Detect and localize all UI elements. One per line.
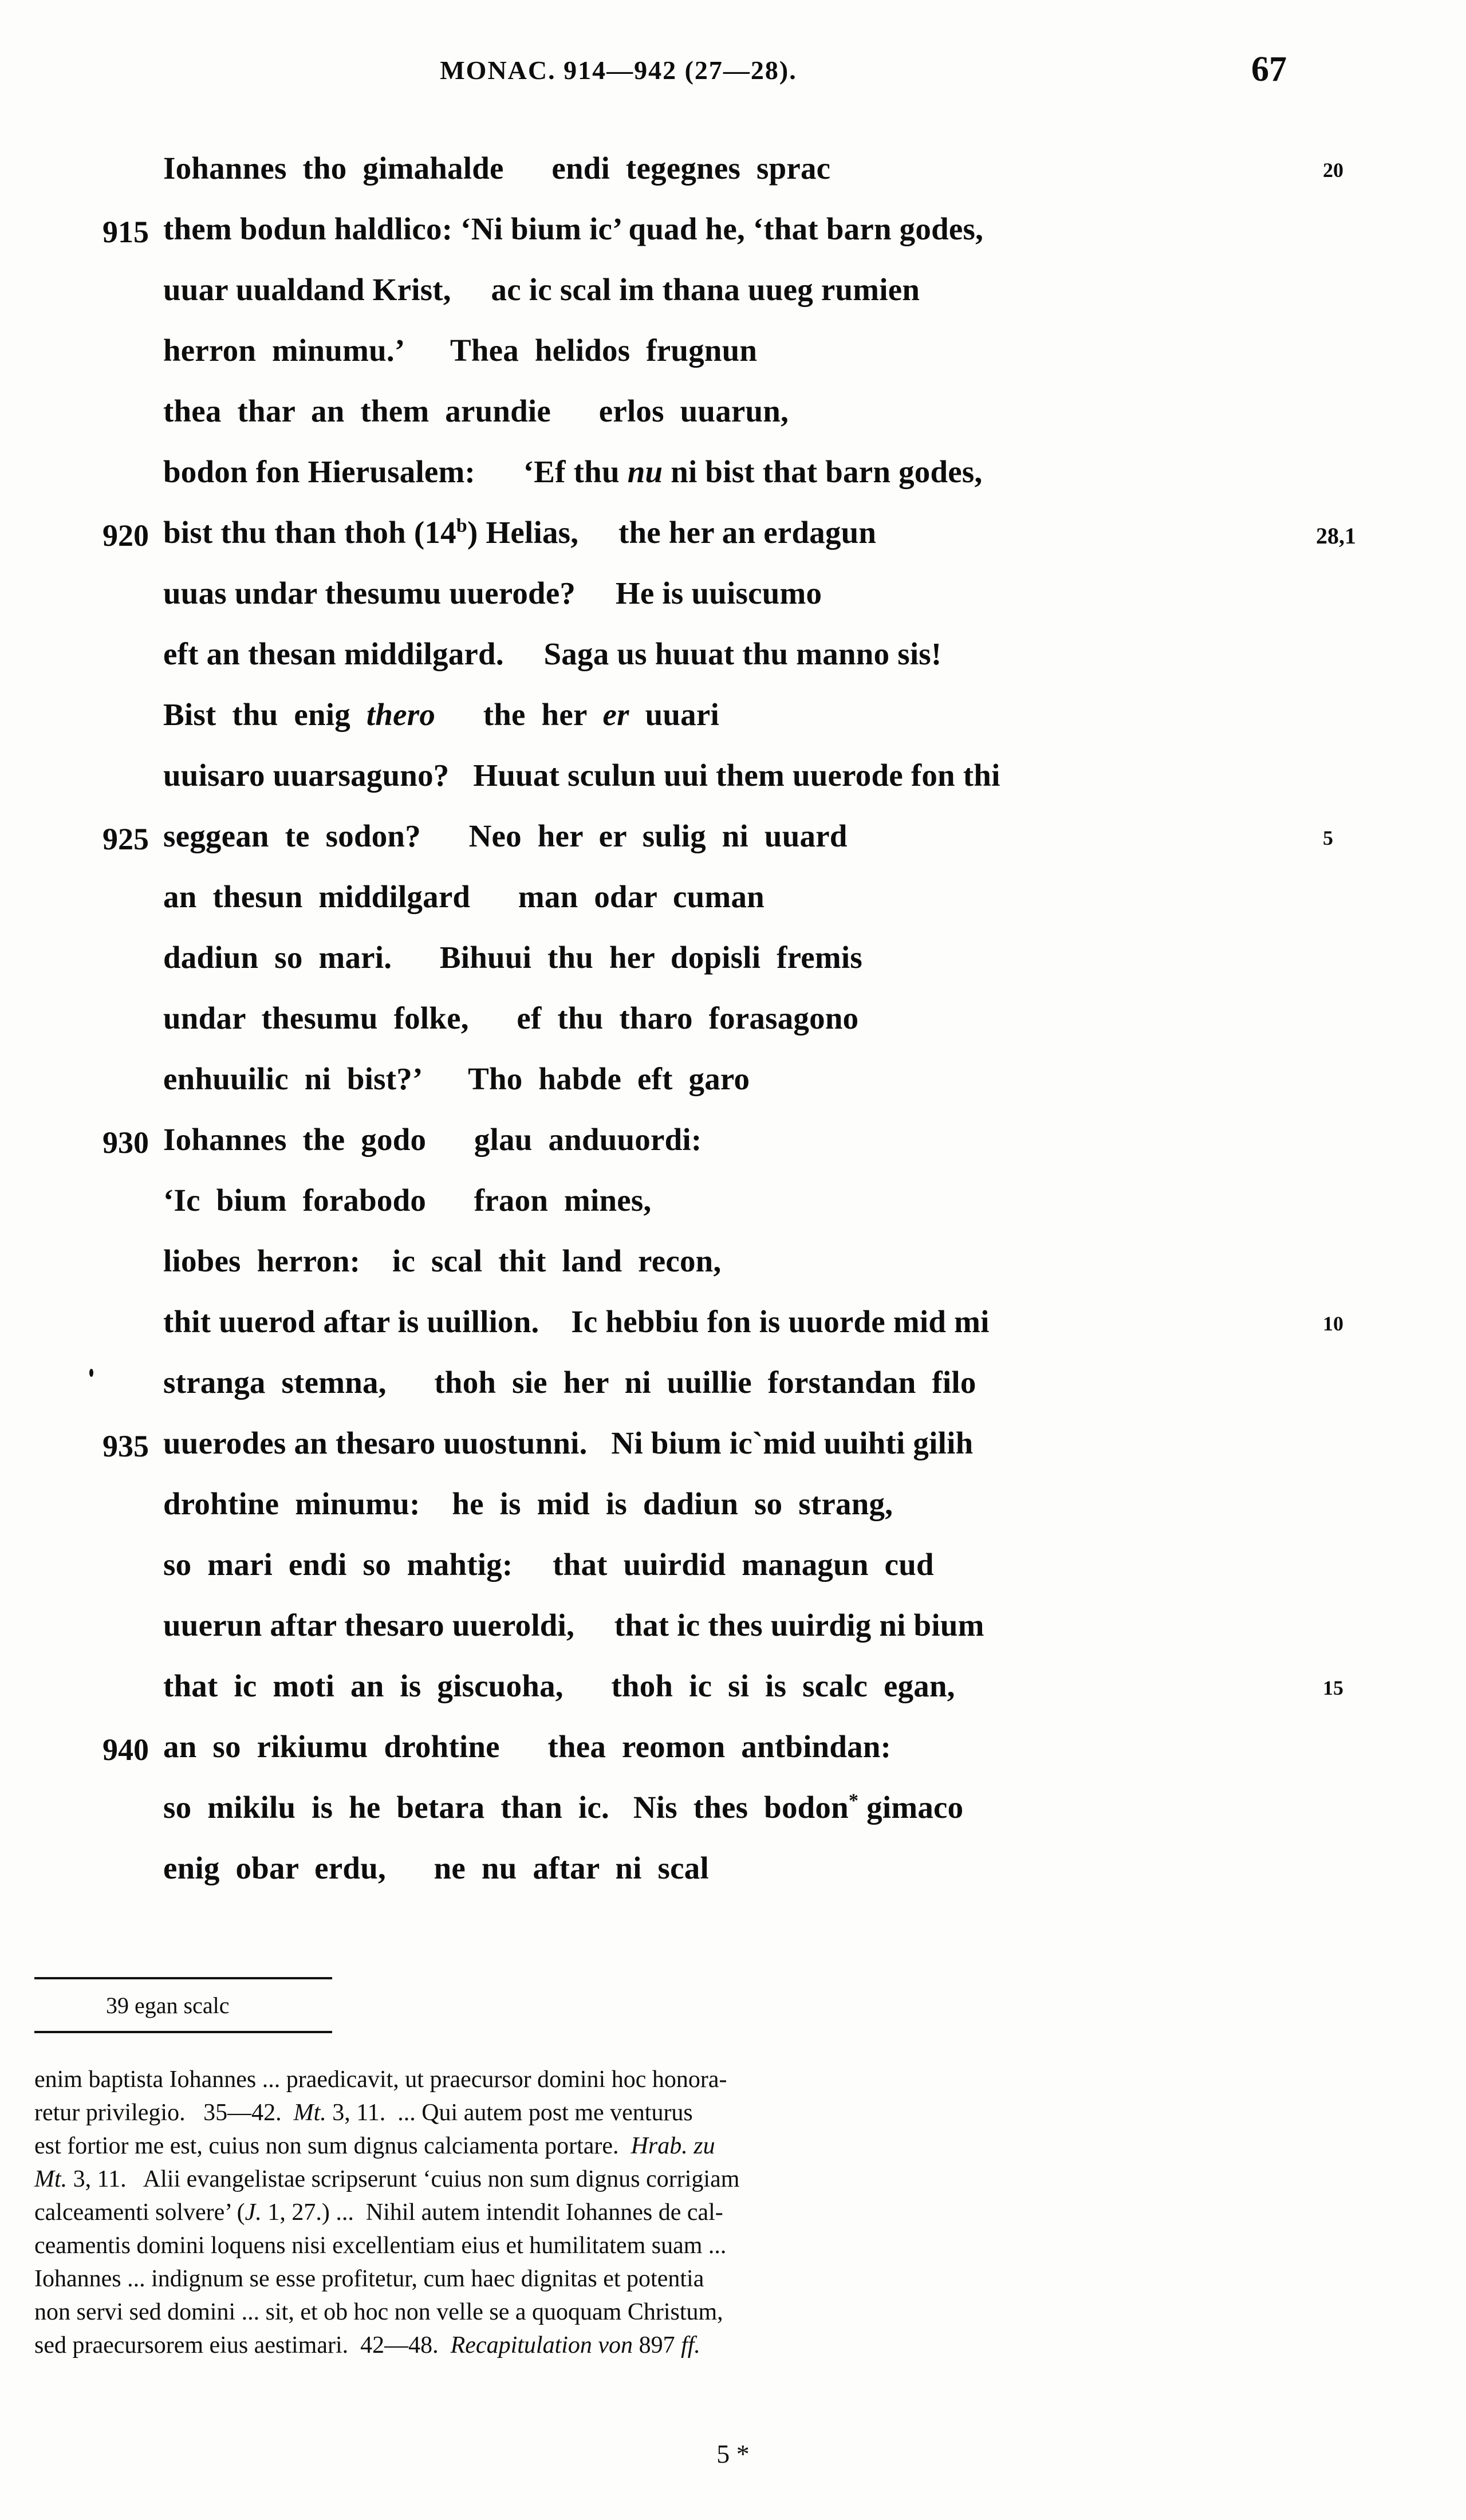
verse-text: them bodun haldlico: ‘Ni bium ic’ quad he, ‘that barn godes, [163, 211, 984, 246]
verse-text: so mikilu is he betara than ic. Nis thes bodon* gimaco [163, 1790, 964, 1825]
verse-number: 935 [103, 1429, 149, 1463]
verse-text: an thesun middilgard man odar cuman [163, 879, 764, 914]
margin-marker: 28,1 [1316, 523, 1356, 549]
verse-text: seggean te sodon? Neo her er sulig ni uuard [163, 818, 848, 853]
margin-marker: 20 [1323, 159, 1343, 182]
verse-line [0, 266, 1466, 326]
verse-text: Iohannes tho gimahalde endi tegegnes sprac [163, 151, 831, 186]
commentary-line: non servi sed domini ... sit, et ob hoc non velle se a quoquam Christum, [34, 2299, 723, 2325]
verse-line [0, 569, 1466, 630]
margin-marker: 15 [1323, 1676, 1343, 1699]
verse-text: dadiun so mari. Bihuui thu her dopisli fremis [163, 940, 862, 975]
verse-text: uuisaro uuarsaguno? Huuat sculun uui them uuerode fon thi [163, 758, 1000, 793]
verse-number: 915 [103, 215, 149, 249]
verse-line [0, 812, 1466, 873]
verse-line [0, 1359, 1466, 1419]
verse-text: thit uuerod aftar is uuillion. Ic hebbiu fon is uuorde mid mi [163, 1304, 990, 1339]
verse-number: 930 [103, 1125, 149, 1160]
apparatus-rule-top [34, 1977, 332, 1979]
verse-line [0, 934, 1466, 994]
verse-line [0, 1844, 1466, 1905]
verse-line [0, 326, 1466, 387]
running-head [0, 50, 1466, 101]
verse-number: 925 [103, 822, 149, 856]
verse-text: undar thesumu folke, ef thu tharo forasagono [163, 1001, 859, 1035]
commentary-line: enim baptista Iohannes ... praedicavit, ut praecursor domini hoc honora- [34, 2066, 727, 2093]
apparatus-note: 39 egan scalc [106, 1993, 230, 2018]
verse-line [0, 873, 1466, 934]
commentary-line: calceamenti solvere’ (J. 1, 27.) ... Nihil autem intendit Iohannes de cal- [34, 2199, 723, 2226]
verse-line [0, 1662, 1466, 1723]
verse-line [0, 387, 1466, 448]
commentary-line: est fortior me est, cuius non sum dignus calciamenta portare. Hrab. zu [34, 2133, 715, 2159]
page-number: 67 [1251, 50, 1287, 89]
verse-text: enhuuilic ni bist?’ Tho habde eft garo [163, 1061, 750, 1096]
commentary-line: sed praecursorem eius aestimari. 42—48. Recapitulation von 897 ff. [34, 2332, 700, 2358]
commentary-line: retur privilegio. 35—42. Mt. 3, 11. ... Qui autem post me venturus [34, 2100, 693, 2126]
verse-number: 920 [103, 518, 149, 553]
verse-text: uuerodes an thesaro uuostunni. Ni bium ic`mid uuihti gilih [163, 1426, 974, 1460]
verse-line [0, 1419, 1466, 1480]
verse-line [0, 1298, 1466, 1359]
verse-line [0, 1237, 1466, 1298]
verse-line [0, 691, 1466, 751]
commentary-line: ceamentis domini loquens nisi excellentiam eius et humilitatem suam ... [34, 2232, 727, 2259]
verse-text: an so rikiumu drohtine thea reomon antbindan: [163, 1729, 892, 1764]
verse-text: so mari endi so mahtig: that uuirdid managun cud [163, 1547, 934, 1582]
verse-text: bodon fon Hierusalem: ‘Ef thu nu ni bist that barn godes, [163, 454, 983, 489]
margin-marker: 5 [1323, 826, 1333, 849]
verse-line [0, 1723, 1466, 1783]
verse-line [0, 1541, 1466, 1601]
sheet-signature: 5 * [716, 2439, 750, 2468]
verse-line [0, 205, 1466, 266]
verse-text: drohtine minumu: he is mid is dadiun so strang, [163, 1486, 893, 1521]
latin-commentary [34, 2063, 1357, 2362]
commentary-line: Iohannes ... indignum se esse profitetur, cum haec dignitas et potentia [34, 2266, 704, 2292]
verse-line [0, 1783, 1466, 1844]
verse-line [0, 1116, 1466, 1176]
verse-line [0, 1055, 1466, 1116]
verse-text: that ic moti an is giscuoha, thoh ic si is scalc egan, [163, 1668, 955, 1703]
verse-text: uuas undar thesumu uuerode? He is uuiscumo [163, 576, 822, 611]
running-head-title: MONAC. 914—942 (27—28). [440, 56, 797, 85]
verse-text: stranga stemna, thoh sie her ni uuillie forstandan filo [163, 1365, 976, 1400]
verse-text: herron minumu.’ Thea helidos frugnun [163, 333, 758, 368]
verse-line [0, 751, 1466, 812]
verse-line [0, 994, 1466, 1055]
verse-line [0, 1601, 1466, 1662]
verse-text: uuar uualdand Krist, ac ic scal im thana uueg rumien [163, 272, 920, 307]
verse-text: liobes herron: ic scal thit land recon, [163, 1243, 722, 1278]
verse-text: uuerun aftar thesaro uueroldi, that ic thes uuirdig ni bium [163, 1608, 984, 1643]
verse-line [0, 448, 1466, 509]
verse-line [0, 1176, 1466, 1237]
verse-text: bist thu than thoh (14$^b$) Helias, the her an erdagun [163, 515, 877, 550]
verse-text: Bist thu enig thero the her er uuari [163, 697, 719, 732]
verse-text: eft an thesan middilgard. Saga us huuat thu manno sis! [163, 636, 942, 671]
verse-number: 940 [103, 1732, 149, 1767]
margin-marker: 10 [1323, 1312, 1343, 1335]
verse-text: thea thar an them arundie erlos uuarun, [163, 393, 789, 428]
verse-text: enig obar erdu, ne nu aftar ni scal [163, 1850, 709, 1885]
verse-block [0, 144, 1466, 1905]
verse-line [0, 509, 1466, 569]
ink-speck [89, 1369, 93, 1377]
verse-text: Iohannes the godo glau anduuordi: [163, 1122, 702, 1157]
verse-line [0, 630, 1466, 691]
commentary-line: Mt. 3, 11. Alii evangelistae scripserunt ‘cuius non sum dignus corrigiam [34, 2166, 740, 2192]
verse-text: ‘Ic bium forabodo fraon mines, [163, 1183, 652, 1218]
verse-line [0, 1480, 1466, 1541]
verse-line [0, 144, 1466, 205]
apparatus-rule-bottom [34, 2031, 332, 2033]
